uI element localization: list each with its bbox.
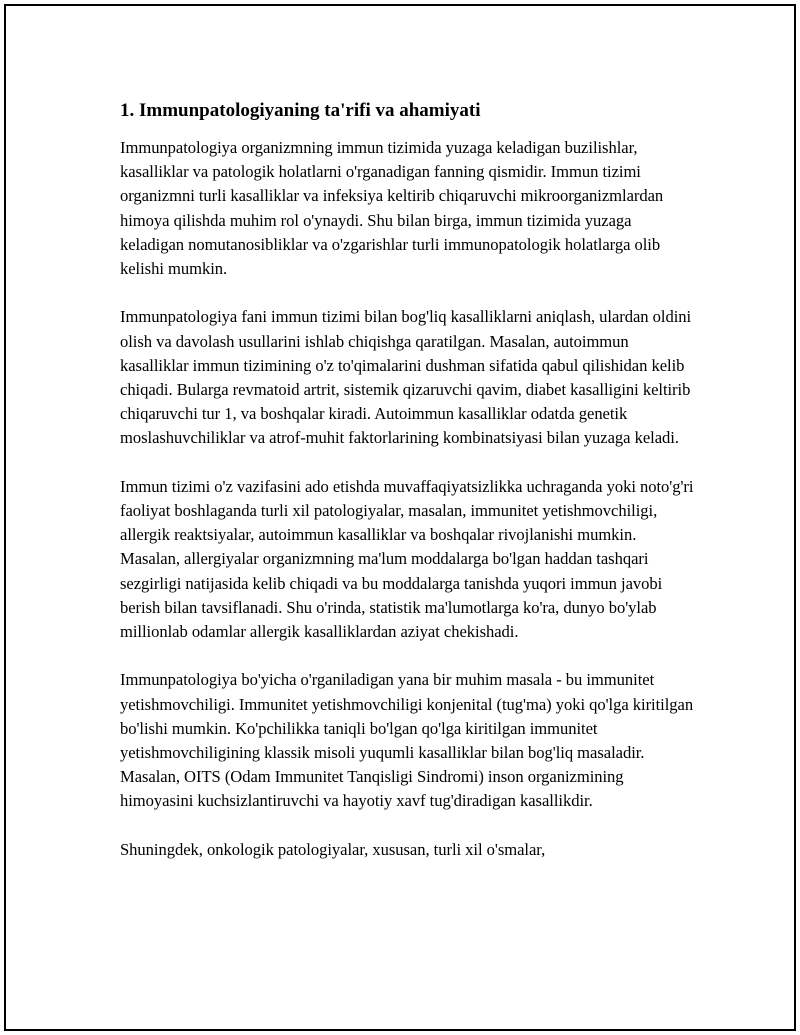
section-heading: 1. Immunpatologiyaning ta'rifi va ahamiyati xyxy=(120,100,481,121)
paragraph-5: Shuningdek, onkologik patologiyalar, xususan, turli xil o'smalar, xyxy=(120,839,546,859)
page-frame xyxy=(4,4,796,1031)
paragraph-4: Immunpatologiya bo'yicha o'rganiladigan yana bir muhim masala - bu immunitet yetishmovchiligi. Immunitet yetishmovchiligi konjenital (tug'ma) yoki qo'lga kiritilgan bo'lishi mumkin. Ko'pchilikka taniqli bo'lgan qo'lga kiritilgan immunitet yetishmovchiligining klassik misoli yuqumli kasalliklar bilan bog'liq masaladir. Masalan, OITS (Odam Immunitet Tanqisligi Sindromi) inson organizmining himoyasini kuchsizlantiruvchi va hayotiy xavf tug'diradigan kasallikdir. xyxy=(120,670,694,811)
document-body xyxy=(120,98,698,886)
paragraph-2: Immunpatologiya fani immun tizimi bilan bog'liq kasalliklarni aniqlash, ulardan oldini olish va davolash usullarini ishlab chiqishga qaratilgan. Masalan, autoimmun kasalliklar immun tizimining o'z to'qimalarini dushman sifatida qabul qilishidan kelib chiqadi. Bularga revmatoid artrit, sistemik qizaruvchi qavim, diabet kasalligini keltirib chiqaruvchi tur 1, va boshqalar kiradi. Autoimmun kasalliklar odatda genetik moslashuvchiliklar va atrof-muhit faktorlarining kombinatsiyasi bilan yuzaga keladi. xyxy=(120,307,692,448)
paragraph-3: Immun tizimi o'z vazifasini ado etishda muvaffaqiyatsizlikka uchraganda yoki noto'g'ri faoliyat boshlaganda turli xil patologiyalar, masalan, immunitet yetishmovchiligi, allergik reaktsiyalar, autoimmun kasalliklar va boshqalar rivojlanishi mumkin. Masalan, allergiyalar organizmning ma'lum moddalarga bo'lgan haddan tashqari sezgirligi natijasida kelib chiqadi va bu moddalarga tanishda yuqori immun javobi berish bilan tavsiflanadi. Shu o'rinda, statistik ma'lumotlarga ko'ra, dunyo bo'ylab millionlab odamlar allergik kasalliklardan aziyat chekishadi. xyxy=(120,476,694,642)
paragraph-1: Immunpatologiya organizmning immun tizimida yuzaga keladigan buzilishlar, kasalliklar va patologik holatlarni o'rganadigan fanning qismidir. Immun tizimi organizmni turli kasalliklar va infeksiya keltirib chiqaruvchi mikroorganizmlardan himoya qilishda muhim rol o'ynaydi. Shu bilan birga, immun tizimida yuzaga keladigan nomutanosibliklar va o'zgarishlar turli immunopatologik holatlarga olib kelishi mumkin. xyxy=(120,138,664,279)
